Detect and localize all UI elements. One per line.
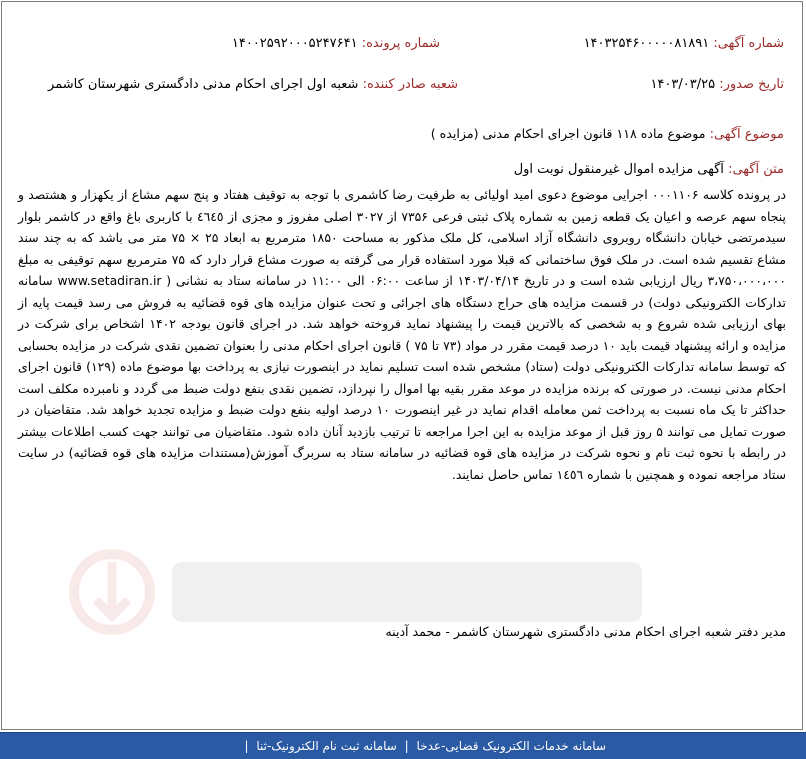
notice-body xyxy=(18,184,786,485)
ad-number-value: ۱۴۰۳۲۵۴۶۰۰۰۰۰۸۱۸۹۱ xyxy=(583,36,710,51)
issue-date-value: ۱۴۰۳/۰۳/۲۵ xyxy=(650,77,716,92)
footer-link-adkha[interactable]: سامانه خدمات الکترونیک قضایی-عدخا xyxy=(416,739,606,753)
ad-title xyxy=(514,159,784,181)
issuer-label: شعبه صادر کننده: xyxy=(362,77,458,92)
footer-links xyxy=(240,733,606,759)
ad-title-value: آگهی مزایده اموال غیرمنقول نوبت اول xyxy=(513,162,724,177)
ad-number xyxy=(584,33,784,55)
issuer xyxy=(48,74,458,96)
footer-link-sana[interactable]: سامانه ثبت نام الکترونیک-ثنا xyxy=(256,739,397,753)
notice-body-text: در پرونده کلاسه ۰۰۰۱۱۰۶ اجرایی موضوع دعوی امید اولیائی به طرفیت رضا کاشمری با توجه به توقیف هفتاد و پنج سهم مشاع از یکهزار و هشتصد و پنجاه سهم عرصه و اعیان یک قطعه زمین به شماره پلاک ثبتی فرعی ۷۳۵۶ از ۳۰۲۷ اصلی مفروز و مجزی از ٤٦٤٥ با کاربری باغ واقع در کاشمر بلوار سیدمرتضی خیابان دانشگاه روبروی دانشگاه آزاد اسلامی، کل ملک مذکور به مساحت ۱۸۵۰ مترمربع به ابعاد ۲۵ × ۷۵ متر می باشد که به چند سند مشاع تقسیم شده است. در ملک فوق ساختمانی که قبلا مورد استفاده قرار می گرفته به صورت مشاع قرار دارد که ۷۵ مترمربع سهم توقیفی به مبلغ ۳،۷۵۰،۰۰۰،۰۰۰ ریال ارزیابی شده است و در تاریخ ۱۴۰۳/۰۴/۱۴ از ساعت ۰۶:۰۰ الی ۱۱:۰۰ در سامانه ستاد به نشانی ( www.setadiran.ir سامانه تدارکات الکترونیکی دولت) در قسمت مزایده های حراج دستگاه های اجرائی و تحت عنوان مزایده های قوه قضائیه به فروش می رسد قیمت پایه از بهای ارزیابی شده شروع و به شخصی که بالاترین قیمت را پیشنهاد نماید فروخته خواهد شد. در اجرای قانون بودجه ۱۴۰۲ اشخاص برای شرکت در مزایده و ارائه پیشنهاد قیمت باید ۱۰ درصد قیمت مقرر در مواد (۷۳ تا ۷۵ ) قانون اجرای احکام مدنی را بعنوان تضمین نقدی شرکت در مزایده بحسابی که توسط سامانه تدارکات الکترونیکی دولت (ستاد) مشخص شده است تسلیم نماید در اینصورت نیازی به پرداخت بها موضوع ماده (۱۲۹) قانون اجرای احکام مدنی نیست. در صورتی که برنده مزایده در موعد مقرر بقیه بها اموال را نپردازد، تضمین نقدی بنفع دولت ضبط می گردد و نامبرده مکلف است حداکثر تا یک ماه نسبت به پرداخت ثمن معامله اقدام نماید در غیر اینصورت ۱۰ درصد اولیه بنفع دولت ضبط و مزایده تجدید خواهد شد. متقاضیان در صورت تمایل می توانند ۵ روز قبل از موعد مزایده به این اجرا مراجعه تا ترتیب بازدید آنان داده شود. متقاضیان می توانند جهت کسب اطلاعات بیشتر در رابطه با نحوه ثبت نام و نحوه شرکت در مزایده های قوه قضائیه در سامانه ستاد به سربرگ آموزش(مستندات مزایده های قوه قضائیه) در سایت ستاد مراجعه نموده و همچنین با شماره ۱٤٥٦ تماس حاصل نمایند. xyxy=(18,187,787,482)
ad-number-label: شماره آگهی: xyxy=(713,36,784,51)
subject-label: موضوع آگهی: xyxy=(709,127,784,142)
issuer-value: شعبه اول اجرای احکام مدنی دادگستری شهرستان کاشمر xyxy=(48,77,359,92)
subject-value: موضوع ماده ۱۱۸ قانون اجرای احکام مدنی (مزایده ) xyxy=(430,126,706,141)
file-number xyxy=(232,33,440,55)
signature: مدیر دفتر شعبه اجرای احکام مدنی دادگستری شهرستان کاشمر - محمد آدینه xyxy=(385,624,786,639)
issue-date-label: تاریخ صدور: xyxy=(719,77,784,92)
file-number-value: ۱۴۰۰۲۵۹۲۰۰۰۵۲۴۷۶۴۱ xyxy=(231,36,358,51)
footer-separator: | xyxy=(404,739,409,753)
file-number-label: شماره پرونده: xyxy=(361,36,440,51)
subject xyxy=(431,123,784,145)
ad-title-label: متن آگهی: xyxy=(728,162,784,177)
notice-frame xyxy=(1,1,803,730)
issue-date xyxy=(650,74,784,96)
footer-separator-end: | xyxy=(244,739,249,753)
footer-bar xyxy=(0,732,806,759)
